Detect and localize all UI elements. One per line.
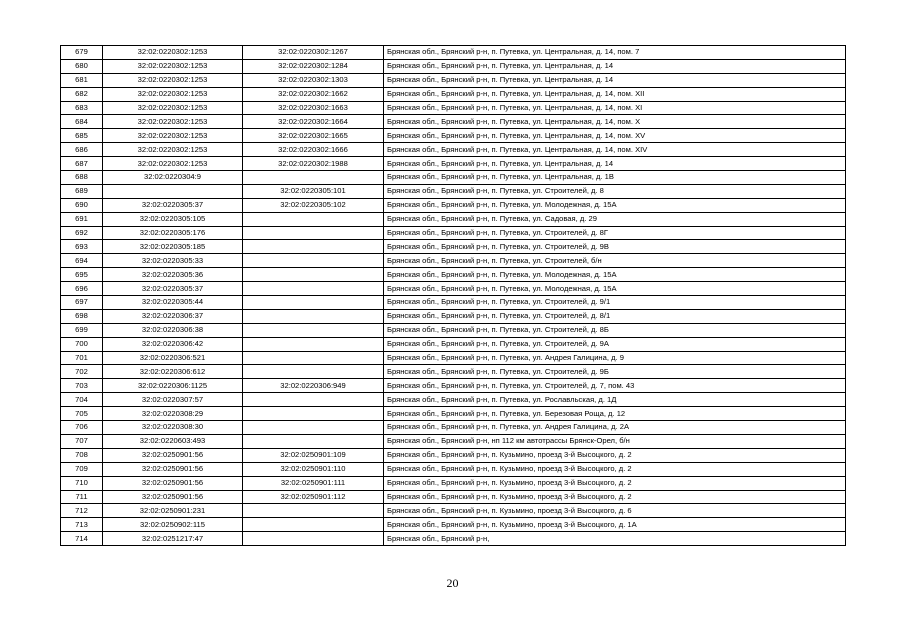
parcel-cadastral-number-cell: 32:02:0220306:1125 (103, 379, 243, 393)
table-row (61, 212, 846, 226)
parcel-cadastral-number-cell: 32:02:0251217:47 (103, 532, 243, 546)
object-cadastral-number-cell (243, 518, 384, 532)
address-cell: Брянская обл., Брянский р-н, п. Путевка, ул. Строителей, д. 7, пом. 43 (384, 379, 846, 393)
row-number-cell: 695 (61, 268, 103, 282)
row-number-cell: 702 (61, 365, 103, 379)
object-cadastral-number-cell (243, 407, 384, 421)
address-cell: Брянская обл., Брянский р-н, п. Кузьмино, проезд 3-й Высоцкого, д. 2 (384, 490, 846, 504)
object-cadastral-number-cell (243, 532, 384, 546)
object-cadastral-number-cell (243, 282, 384, 296)
row-number-cell: 680 (61, 59, 103, 73)
object-cadastral-number-cell (243, 337, 384, 351)
object-cadastral-number-cell: 32:02:0220302:1267 (243, 46, 384, 60)
table-row (61, 171, 846, 185)
table-row (61, 407, 846, 421)
object-cadastral-number-cell: 32:02:0220302:1666 (243, 143, 384, 157)
parcel-cadastral-number-cell: 32:02:0220308:30 (103, 421, 243, 435)
table-row (61, 143, 846, 157)
address-cell: Брянская обл., Брянский р-н, п. Путевка, ул. Центральная, д. 14, пом. XI (384, 101, 846, 115)
address-cell: Брянская обл., Брянский р-н, п. Путевка, ул. Андрея Галицина, д. 2А (384, 421, 846, 435)
parcel-cadastral-number-cell: 32:02:0220302:1253 (103, 143, 243, 157)
row-number-cell: 683 (61, 101, 103, 115)
address-cell: Брянская обл., Брянский р-н, п. Путевка, ул. Рославльская, д. 1Д (384, 393, 846, 407)
parcel-cadastral-number-cell: 32:02:0220306:38 (103, 323, 243, 337)
table-row (61, 115, 846, 129)
object-cadastral-number-cell: 32:02:0220306:949 (243, 379, 384, 393)
parcel-cadastral-number-cell: 32:02:0220302:1253 (103, 101, 243, 115)
row-number-cell: 697 (61, 296, 103, 310)
table-row (61, 282, 846, 296)
parcel-cadastral-number-cell: 32:02:0220302:1253 (103, 87, 243, 101)
table-row (61, 421, 846, 435)
table-row (61, 365, 846, 379)
row-number-cell: 703 (61, 379, 103, 393)
table-row (61, 504, 846, 518)
table-row (61, 448, 846, 462)
object-cadastral-number-cell (243, 323, 384, 337)
object-cadastral-number-cell: 32:02:0250901:111 (243, 476, 384, 490)
row-number-cell: 706 (61, 421, 103, 435)
address-cell: Брянская обл., Брянский р-н, п. Путевка, ул. Строителей, д. 8Б (384, 323, 846, 337)
address-cell: Брянская обл., Брянский р-н, п. Путевка, ул. Центральная, д. 14, пом. X (384, 115, 846, 129)
table-row (61, 46, 846, 60)
row-number-cell: 698 (61, 309, 103, 323)
table-row (61, 129, 846, 143)
row-number-cell: 713 (61, 518, 103, 532)
row-number-cell: 688 (61, 171, 103, 185)
row-number-cell: 691 (61, 212, 103, 226)
parcel-cadastral-number-cell: 32:02:0250901:231 (103, 504, 243, 518)
parcel-cadastral-number-cell: 32:02:0220305:185 (103, 240, 243, 254)
address-cell: Брянская обл., Брянский р-н, п. Путевка, ул. Строителей, д. 9Б (384, 365, 846, 379)
address-cell: Брянская обл., Брянский р-н, п. Путевка, ул. Центральная, д. 14, пом. 7 (384, 46, 846, 60)
object-cadastral-number-cell: 32:02:0220305:101 (243, 184, 384, 198)
address-cell: Брянская обл., Брянский р-н, п. Путевка, ул. Андрея Галицина, д. 9 (384, 351, 846, 365)
row-number-cell: 685 (61, 129, 103, 143)
table-row (61, 490, 846, 504)
object-cadastral-number-cell: 32:02:0220302:1665 (243, 129, 384, 143)
row-number-cell: 682 (61, 87, 103, 101)
row-number-cell: 708 (61, 448, 103, 462)
table-row (61, 254, 846, 268)
parcel-cadastral-number-cell: 32:02:0220305:36 (103, 268, 243, 282)
object-cadastral-number-cell (243, 421, 384, 435)
row-number-cell: 681 (61, 73, 103, 87)
page-number: 20 (446, 576, 459, 590)
address-cell: Брянская обл., Брянский р-н, п. Кузьмино, проезд 3-й Высоцкого, д. 2 (384, 448, 846, 462)
table-row (61, 157, 846, 171)
parcel-cadastral-number-cell: 32:02:0220304:9 (103, 171, 243, 185)
row-number-cell: 711 (61, 490, 103, 504)
table-row (61, 351, 846, 365)
object-cadastral-number-cell (243, 226, 384, 240)
row-number-cell: 696 (61, 282, 103, 296)
parcel-cadastral-number-cell: 32:02:0250901:56 (103, 462, 243, 476)
table-row (61, 184, 846, 198)
object-cadastral-number-cell (243, 365, 384, 379)
row-number-cell: 689 (61, 184, 103, 198)
address-cell: Брянская обл., Брянский р-н, п. Путевка, ул. Строителей, д. 9А (384, 337, 846, 351)
parcel-cadastral-number-cell: 32:02:0220302:1253 (103, 73, 243, 87)
table-row (61, 240, 846, 254)
address-cell: Брянская обл., Брянский р-н, п. Путевка, ул. Строителей, д. 9В (384, 240, 846, 254)
table-row (61, 268, 846, 282)
object-cadastral-number-cell (243, 434, 384, 448)
object-cadastral-number-cell: 32:02:0250901:110 (243, 462, 384, 476)
address-cell: Брянская обл., Брянский р-н, п. Путевка, ул. Строителей, д. 8 (384, 184, 846, 198)
object-cadastral-number-cell (243, 254, 384, 268)
table-row (61, 309, 846, 323)
address-cell: Брянская обл., Брянский р-н, п. Кузьмино, проезд 3-й Высоцкого, д. 1А (384, 518, 846, 532)
parcel-cadastral-number-cell: 32:02:0220302:1253 (103, 59, 243, 73)
parcel-cadastral-number-cell: 32:02:0250901:56 (103, 476, 243, 490)
row-number-cell: 709 (61, 462, 103, 476)
parcel-cadastral-number-cell: 32:02:0220305:37 (103, 282, 243, 296)
object-cadastral-number-cell: 32:02:0220302:1662 (243, 87, 384, 101)
parcel-cadastral-number-cell: 32:02:0220305:33 (103, 254, 243, 268)
row-number-cell: 707 (61, 434, 103, 448)
row-number-cell: 684 (61, 115, 103, 129)
address-cell: Брянская обл., Брянский р-н, (384, 532, 846, 546)
parcel-cadastral-number-cell (103, 184, 243, 198)
row-number-cell: 693 (61, 240, 103, 254)
object-cadastral-number-cell (243, 240, 384, 254)
address-cell: Брянская обл., Брянский р-н, п. Путевка, ул. Строителей, д. 8Г (384, 226, 846, 240)
row-number-cell: 699 (61, 323, 103, 337)
address-cell: Брянская обл., Брянский р-н, п. Путевка, ул. Центральная, д. 14, пом. XII (384, 87, 846, 101)
parcel-cadastral-number-cell: 32:02:0220302:1253 (103, 157, 243, 171)
register-table-body (61, 46, 846, 546)
address-cell: Брянская обл., Брянский р-н, п. Путевка, ул. Строителей, д. 8/1 (384, 309, 846, 323)
row-number-cell: 712 (61, 504, 103, 518)
parcel-cadastral-number-cell: 32:02:0220307:57 (103, 393, 243, 407)
parcel-cadastral-number-cell: 32:02:0220302:1253 (103, 129, 243, 143)
row-number-cell: 701 (61, 351, 103, 365)
row-number-cell: 705 (61, 407, 103, 421)
address-cell: Брянская обл., Брянский р-н, нп 112 км автотрассы Брянск-Орел, б/н (384, 434, 846, 448)
parcel-cadastral-number-cell: 32:02:0220305:105 (103, 212, 243, 226)
address-cell: Брянская обл., Брянский р-н, п. Путевка, ул. Центральная, д. 14 (384, 59, 846, 73)
object-cadastral-number-cell (243, 351, 384, 365)
table-row (61, 323, 846, 337)
address-cell: Брянская обл., Брянский р-н, п. Путевка, ул. Садовая, д. 29 (384, 212, 846, 226)
parcel-cadastral-number-cell: 32:02:0220603:493 (103, 434, 243, 448)
address-cell: Брянская обл., Брянский р-н, п. Кузьмино, проезд 3-й Высоцкого, д. 2 (384, 462, 846, 476)
address-cell: Брянская обл., Брянский р-н, п. Путевка, ул. Молодежная, д. 15А (384, 268, 846, 282)
parcel-cadastral-number-cell: 32:02:0220306:42 (103, 337, 243, 351)
object-cadastral-number-cell: 32:02:0220302:1988 (243, 157, 384, 171)
row-number-cell: 679 (61, 46, 103, 60)
parcel-cadastral-number-cell: 32:02:0220306:612 (103, 365, 243, 379)
object-cadastral-number-cell: 32:02:0250901:109 (243, 448, 384, 462)
table-row (61, 393, 846, 407)
table-row (61, 59, 846, 73)
row-number-cell: 714 (61, 532, 103, 546)
row-number-cell: 692 (61, 226, 103, 240)
address-cell: Брянская обл., Брянский р-н, п. Путевка, ул. Молодежная, д. 15А (384, 198, 846, 212)
parcel-cadastral-number-cell: 32:02:0250901:56 (103, 448, 243, 462)
address-cell: Брянская обл., Брянский р-н, п. Путевка, ул. Строителей, д. 9/1 (384, 296, 846, 310)
address-cell: Брянская обл., Брянский р-н, п. Путевка, ул. Центральная, д. 14, пом. XV (384, 129, 846, 143)
parcel-cadastral-number-cell: 32:02:0220305:44 (103, 296, 243, 310)
row-number-cell: 700 (61, 337, 103, 351)
table-row (61, 73, 846, 87)
row-number-cell: 694 (61, 254, 103, 268)
row-number-cell: 710 (61, 476, 103, 490)
row-number-cell: 687 (61, 157, 103, 171)
address-cell: Брянская обл., Брянский р-н, п. Путевка, ул. Березовая Роща, д. 12 (384, 407, 846, 421)
object-cadastral-number-cell: 32:02:0220302:1663 (243, 101, 384, 115)
register-table (60, 45, 846, 546)
object-cadastral-number-cell: 32:02:0220302:1303 (243, 73, 384, 87)
object-cadastral-number-cell (243, 268, 384, 282)
parcel-cadastral-number-cell: 32:02:0250902:115 (103, 518, 243, 532)
object-cadastral-number-cell (243, 212, 384, 226)
address-cell: Брянская обл., Брянский р-н, п. Путевка, ул. Центральная, д. 14 (384, 73, 846, 87)
parcel-cadastral-number-cell: 32:02:0220302:1253 (103, 46, 243, 60)
table-row (61, 379, 846, 393)
address-cell: Брянская обл., Брянский р-н, п. Кузьмино, проезд 3-й Высоцкого, д. 2 (384, 476, 846, 490)
table-row (61, 476, 846, 490)
parcel-cadastral-number-cell: 32:02:0220306:37 (103, 309, 243, 323)
address-cell: Брянская обл., Брянский р-н, п. Путевка, ул. Центральная, д. 14, пом. XIV (384, 143, 846, 157)
row-number-cell: 690 (61, 198, 103, 212)
table-row (61, 87, 846, 101)
table-row (61, 226, 846, 240)
parcel-cadastral-number-cell: 32:02:0220308:29 (103, 407, 243, 421)
object-cadastral-number-cell (243, 171, 384, 185)
object-cadastral-number-cell: 32:02:0220305:102 (243, 198, 384, 212)
row-number-cell: 704 (61, 393, 103, 407)
table-row (61, 296, 846, 310)
address-cell: Брянская обл., Брянский р-н, п. Путевка, ул. Строителей, б/н (384, 254, 846, 268)
parcel-cadastral-number-cell: 32:02:0220306:521 (103, 351, 243, 365)
parcel-cadastral-number-cell: 32:02:0250901:56 (103, 490, 243, 504)
address-cell: Брянская обл., Брянский р-н, п. Путевка, ул. Центральная, д. 14 (384, 157, 846, 171)
table-row (61, 518, 846, 532)
object-cadastral-number-cell: 32:02:0250901:112 (243, 490, 384, 504)
object-cadastral-number-cell: 32:02:0220302:1664 (243, 115, 384, 129)
address-cell: Брянская обл., Брянский р-н, п. Путевка, ул. Молодежная, д. 15А (384, 282, 846, 296)
object-cadastral-number-cell: 32:02:0220302:1284 (243, 59, 384, 73)
table-row (61, 532, 846, 546)
parcel-cadastral-number-cell: 32:02:0220305:37 (103, 198, 243, 212)
object-cadastral-number-cell (243, 296, 384, 310)
parcel-cadastral-number-cell: 32:02:0220305:176 (103, 226, 243, 240)
row-number-cell: 686 (61, 143, 103, 157)
object-cadastral-number-cell (243, 504, 384, 518)
address-cell: Брянская обл., Брянский р-н, п. Путевка, ул. Центральная, д. 1В (384, 171, 846, 185)
table-row (61, 101, 846, 115)
table-row (61, 198, 846, 212)
table-row (61, 462, 846, 476)
address-cell: Брянская обл., Брянский р-н, п. Кузьмино, проезд 3-й Высоцкого, д. 6 (384, 504, 846, 518)
table-row (61, 434, 846, 448)
object-cadastral-number-cell (243, 393, 384, 407)
table-row (61, 337, 846, 351)
parcel-cadastral-number-cell: 32:02:0220302:1253 (103, 115, 243, 129)
object-cadastral-number-cell (243, 309, 384, 323)
